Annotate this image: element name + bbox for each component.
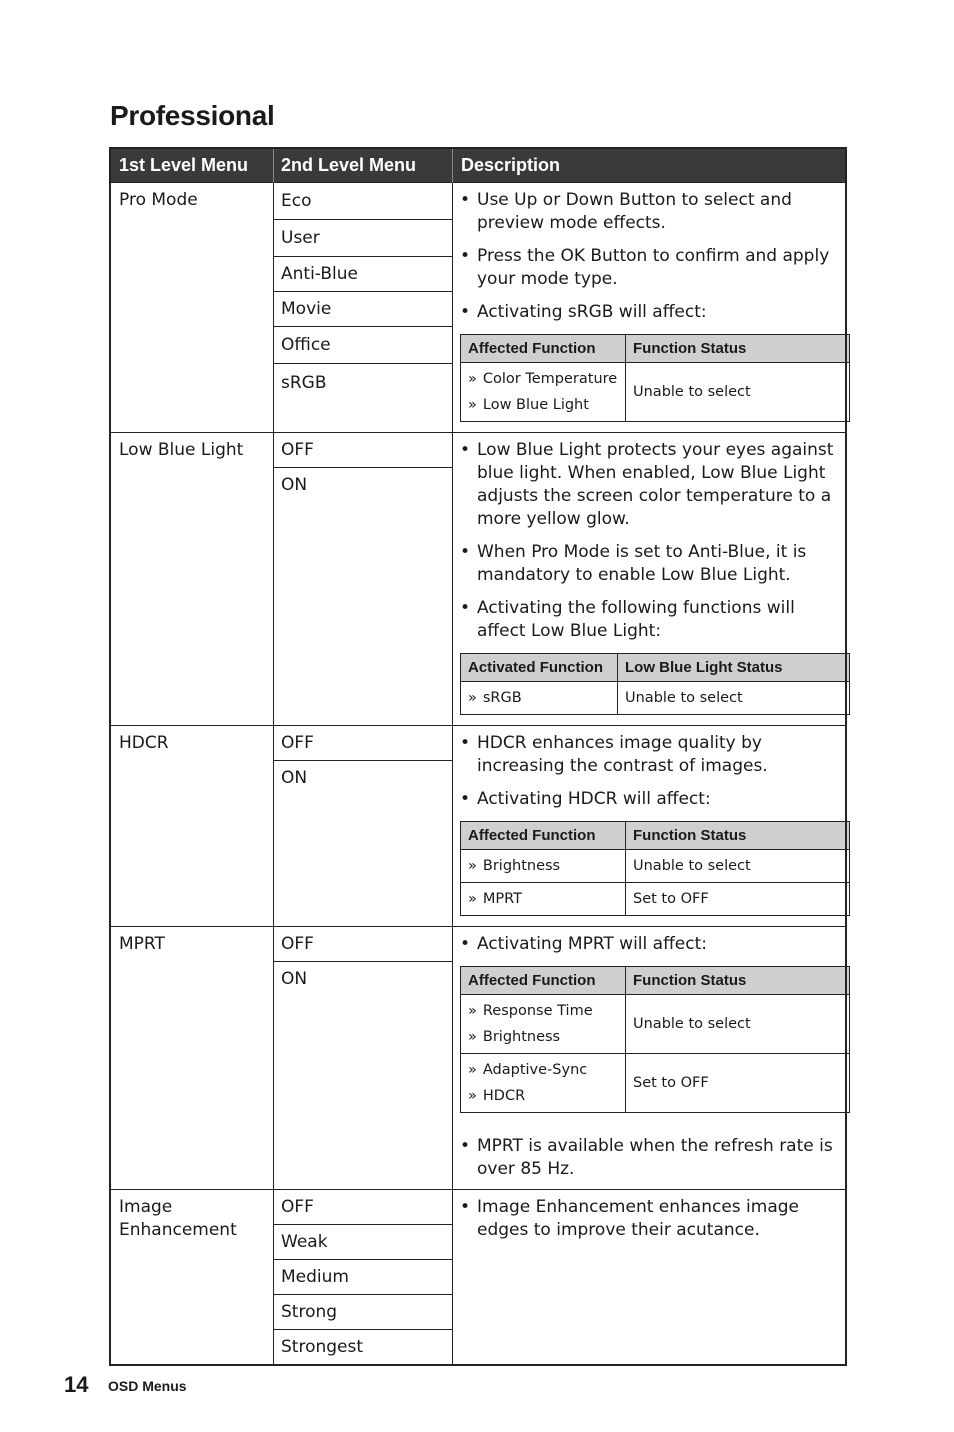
function-status: Unable to select [626, 995, 850, 1054]
function-status: Set to OFF [626, 1054, 850, 1113]
sub-header-affected: Affected Function [461, 822, 626, 850]
menu-name: Pro Mode [110, 183, 274, 433]
affected-item: Color Temperature [482, 371, 618, 387]
option-anti-blue: Anti-Blue [274, 257, 452, 292]
description-cell [453, 183, 847, 433]
options-cell [274, 726, 453, 927]
section-name: OSD Menus [108, 1378, 187, 1394]
affected-function-table [460, 966, 850, 1113]
sub-header-status: Function Status [626, 822, 850, 850]
table-row-hdcr [110, 726, 846, 927]
bullet-arrow-icon: » [468, 1029, 477, 1045]
sub-header-status: Function Status [626, 967, 850, 995]
header-description: Description [453, 148, 847, 183]
options-cell [274, 927, 453, 1190]
affected-functions [461, 995, 626, 1054]
description-list [460, 439, 839, 643]
table-header-row [110, 148, 846, 183]
option-user: User [274, 220, 452, 257]
activated-function-table [460, 653, 850, 715]
bullet-arrow-icon: » [468, 1088, 477, 1104]
description-cell [453, 927, 847, 1190]
bullet-arrow-icon: » [468, 858, 477, 874]
sub-header-lbl-status: Low Blue Light Status [618, 654, 850, 682]
option-office: Office [274, 327, 452, 364]
bullet-item: • HDCR enhances image quality by increasing the contrast of images. [460, 732, 839, 778]
page-title: Professional [110, 100, 275, 131]
professional-menu-table [109, 147, 847, 1366]
option-srgb: sRGB [281, 373, 327, 393]
page-number: 14 [64, 1372, 89, 1397]
bullet-item: • Activating HDCR will affect: [460, 788, 839, 811]
option-medium: Medium [274, 1260, 452, 1295]
table-row-image-enhancement [110, 1190, 846, 1366]
function-status: Unable to select [618, 682, 850, 715]
header-2nd-level: 2nd Level Menu [274, 148, 453, 183]
bullet-item: • Use Up or Down Button to select and preview mode effects. [460, 189, 839, 235]
option-off: OFF [274, 433, 452, 468]
description-list [460, 732, 839, 811]
menu-name: MPRT [110, 927, 274, 1190]
bullet-item: • Activating the following functions will affect Low Blue Light: [460, 597, 839, 643]
options-cell [274, 1190, 453, 1366]
table-row-pro-mode [110, 183, 846, 433]
option-strong: Strong [274, 1295, 452, 1330]
description-cell [453, 726, 847, 927]
affected-functions [461, 363, 626, 422]
description-cell [453, 1190, 847, 1366]
affected-item: Low Blue Light [482, 397, 589, 413]
option-weak: Weak [274, 1225, 452, 1260]
bullet-item: • Activating sRGB will affect: [460, 301, 839, 324]
table-row-mprt [110, 927, 846, 1190]
option-off: OFF [274, 1190, 452, 1225]
menu-name: Image Enhancement [110, 1190, 274, 1366]
bullet-item: • Activating MPRT will affect: [460, 933, 839, 956]
description-cell [453, 433, 847, 726]
sub-header-status: Function Status [626, 335, 850, 363]
affected-function [461, 850, 626, 883]
option-on: ON [281, 969, 308, 989]
affected-item: HDCR [482, 1088, 526, 1104]
activated-function [461, 682, 618, 715]
function-status: Set to OFF [626, 883, 850, 916]
note-list [460, 1135, 839, 1181]
affected-item: Response Time [482, 1003, 593, 1019]
option-on: ON [281, 475, 308, 495]
menu-name: Low Blue Light [110, 433, 274, 726]
bullet-arrow-icon: » [468, 1062, 477, 1078]
sub-header-affected: Affected Function [461, 967, 626, 995]
option-on: ON [281, 768, 308, 788]
activated-item: sRGB [482, 690, 522, 706]
sub-header-activated: Activated Function [461, 654, 618, 682]
option-movie: Movie [274, 292, 452, 327]
bullet-arrow-icon: » [468, 891, 477, 907]
description-list [460, 189, 839, 324]
affected-item: MPRT [482, 891, 523, 907]
bullet-item: • Press the OK Button to confirm and apply your mode type. [460, 245, 839, 291]
options-cell [274, 433, 453, 726]
sub-header-affected: Affected Function [461, 335, 626, 363]
table-row-low-blue-light [110, 433, 846, 726]
header-1st-level: 1st Level Menu [110, 148, 274, 183]
affected-item: Brightness [482, 858, 561, 874]
function-status: Unable to select [626, 363, 850, 422]
bullet-arrow-icon: » [468, 397, 477, 413]
affected-functions [461, 1054, 626, 1113]
description-list [460, 1196, 839, 1242]
bullet-arrow-icon: » [468, 690, 477, 706]
option-off: OFF [274, 927, 452, 962]
affected-function [461, 883, 626, 916]
bullet-item: • MPRT is available when the refresh rate is over 85 Hz. [460, 1135, 839, 1181]
bullet-arrow-icon: » [468, 1003, 477, 1019]
description-list [460, 933, 839, 956]
menu-name: HDCR [110, 726, 274, 927]
options-cell [274, 183, 453, 433]
affected-function-table [460, 334, 850, 422]
bullet-item: • When Pro Mode is set to Anti-Blue, it is mandatory to enable Low Blue Light. [460, 541, 839, 587]
function-status: Unable to select [626, 850, 850, 883]
affected-function-table [460, 821, 850, 916]
bullet-item: • Image Enhancement enhances image edges to improve their acutance. [460, 1196, 839, 1242]
option-off: OFF [274, 726, 452, 761]
bullet-item: • Low Blue Light protects your eyes against blue light. When enabled, Low Blue Light adjusts the screen color temperature to a more yellow glow. [460, 439, 839, 531]
bullet-arrow-icon: » [468, 371, 477, 387]
option-eco: Eco [274, 183, 452, 220]
affected-item: Brightness [482, 1029, 561, 1045]
option-strongest: Strongest [281, 1337, 364, 1357]
affected-item: Adaptive-Sync [482, 1062, 588, 1078]
